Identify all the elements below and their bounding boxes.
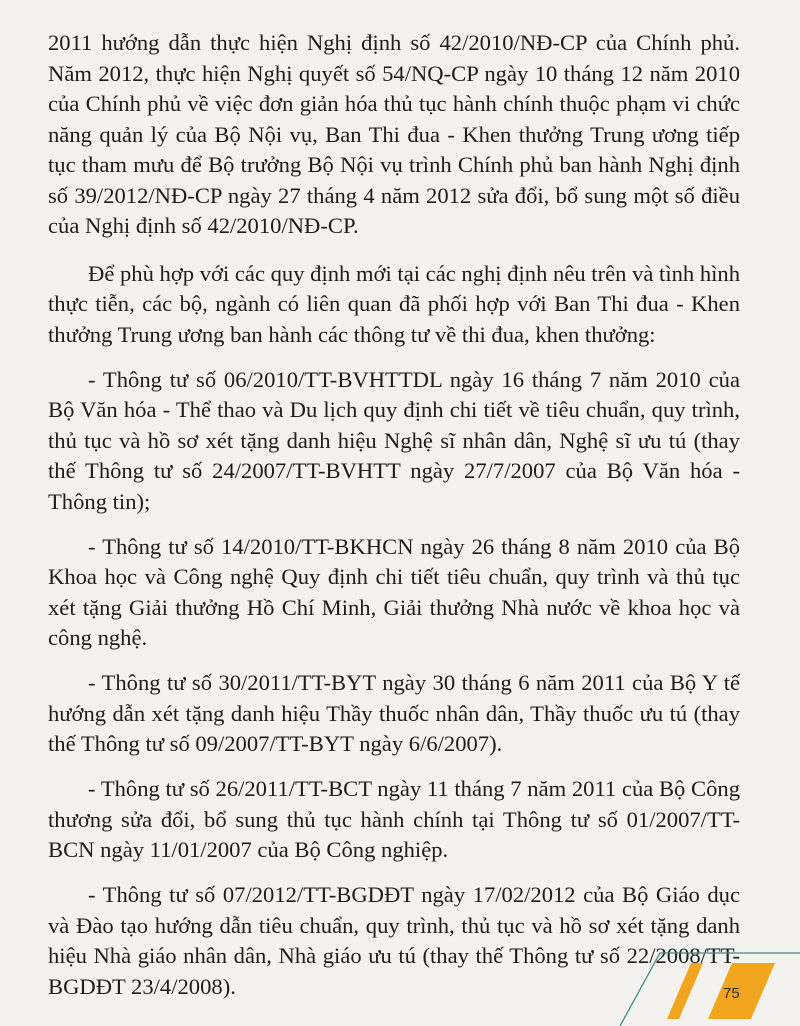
- list-item: - Thông tư số 30/2011/TT-BYT ngày 30 tháng 6 năm 2011 của Bộ Y tế hướng dẫn xét tặng danh hiệu Thầy thuốc nhân dân, Thầy thuốc ưu tú (thay thế Thông tư số 09/2007/TT-BYT ngày 6/6/2007).: [48, 670, 740, 756]
- footer-accent-stripe: [667, 963, 703, 1019]
- list-item: - Thông tư số 07/2012/TT-BGDĐT ngày 17/02/2012 của Bộ Giáo dục và Đào tạo hướng dẫn tiêu chuẩn, quy trình, thủ tục và hồ sơ xét tặng danh hiệu Nhà giáo nhân dân, Nhà giáo ưu tú (thay thế Thông tư số 22/2008/TT-BGDĐT 23/4/2008).: [48, 882, 740, 999]
- footer-decoration: [620, 945, 800, 1026]
- body-text: [48, 28, 740, 1017]
- list-item: - Thông tư số 14/2010/TT-BKHCN ngày 26 tháng 8 năm 2010 của Bộ Khoa học và Công nghệ Quy định chi tiết tiêu chuẩn, quy trình và thủ tục xét tặng Giải thưởng Hồ Chí Minh, Giải thưởng Nhà nước về khoa học và công nghệ.: [48, 533, 740, 650]
- footer-accent-block: [708, 963, 775, 1019]
- paragraph: Để phù hợp với các quy định mới tại các nghị định nêu trên và tình hình thực tiễn, các bộ, ngành có liên quan đã phối hợp với Ban Thi đua - Khen thưởng Trung ương ban hành các thông tư về thi đua, khen thưởng:: [48, 260, 741, 347]
- page-number: 75: [723, 985, 740, 1002]
- list-item: - Thông tư số 06/2010/TT-BVHTTDL ngày 16 tháng 7 năm 2010 của Bộ Văn hóa - Thể thao và Du lịch quy định chi tiết về tiêu chuẩn, quy trình, thủ tục và hồ sơ xét tặng danh hiệu Nghệ sĩ nhân dân, Nghệ sĩ ưu tú (thay thế Thông tư số 24/2007/TT-BVHTT ngày 27/7/2007 của Bộ Văn hóa - Thông tin);: [48, 366, 740, 514]
- list-item: - Thông tư số 26/2011/TT-BCT ngày 11 tháng 7 năm 2011 của Bộ Công thương sửa đổi, bổ sung thủ tục hành chính tại Thông tư số 01/2007/TT-BCN ngày 11/01/2007 của Bộ Công nghiệp.: [48, 776, 740, 862]
- paragraph: 2011 hướng dẫn thực hiện Nghị định số 42/2010/NĐ-CP của Chính phủ. Năm 2012, thực hiện Nghị quyết số 54/NQ-CP ngày 10 tháng 12 năm 2010 của Chính phủ về việc đơn giản hóa thủ tục hành chính thuộc phạm vi chức năng quản lý của Bộ Nội vụ, Ban Thi đua - Khen thưởng Trung ương tiếp tục tham mưu để Bộ trưởng Bộ Nội vụ trình Chính phủ ban hành Nghị định số 39/2012/NĐ-CP ngày 27 tháng 4 năm 2012 sửa đổi, bổ sung một số điều của Nghị định số 42/2010/NĐ-CP.: [48, 30, 740, 238]
